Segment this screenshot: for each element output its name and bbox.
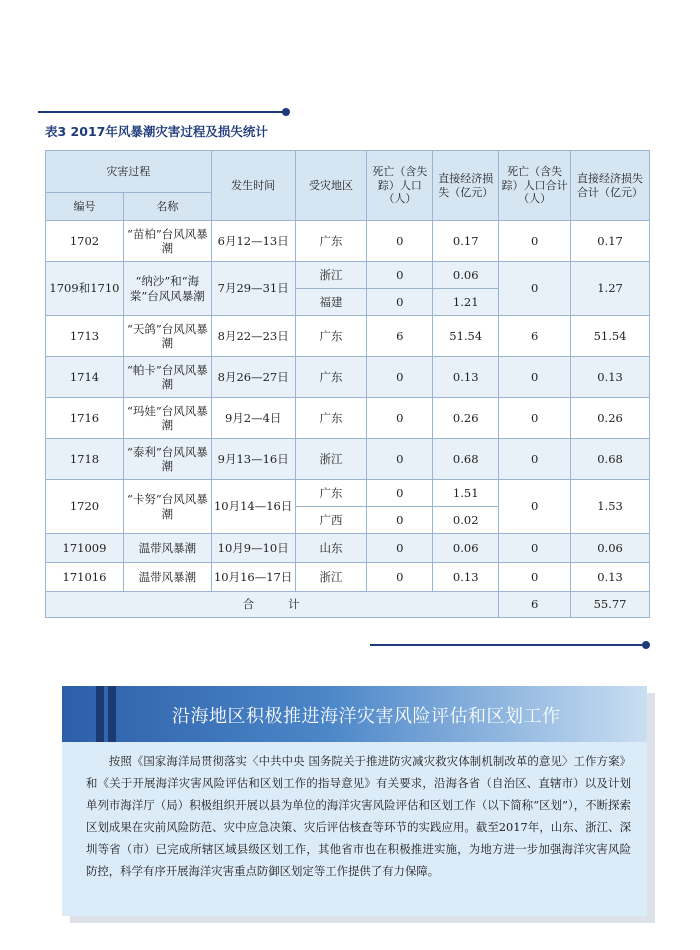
cell-loss-total: 0.68 (571, 439, 650, 480)
cell-number: 1714 (46, 357, 124, 398)
cell-loss: 0.13 (433, 563, 499, 592)
cell-name: “卡努”台风风暴潮 (123, 480, 211, 534)
cell-area: 广东 (295, 316, 367, 357)
cell-area: 广东 (295, 398, 367, 439)
cell-loss-total: 0.17 (571, 221, 650, 262)
total-label: 合计 (46, 592, 499, 618)
cell-time: 6月12—13日 (211, 221, 295, 262)
header-deaths-total: 死亡（含失踪）人口合计（人） (499, 151, 571, 221)
cell-area: 广东 (295, 221, 367, 262)
cell-loss-total: 0.06 (571, 534, 650, 563)
cell-time: 9月13—16日 (211, 439, 295, 480)
cell-number: 1709和1710 (46, 262, 124, 316)
cell-number: 171016 (46, 563, 124, 592)
cell-deaths: 0 (367, 480, 433, 507)
cell-deaths: 0 (367, 221, 433, 262)
header-loss-total: 直接经济损失合计（亿元） (571, 151, 650, 221)
cell-name: “纳沙”和“海棠”台风风暴潮 (123, 262, 211, 316)
info-box-text: 按照《国家海洋局贯彻落实〈中共中央 国务院关于推进防灾减灾救灾体制机制改革的意见〉工作方案》和《关于开展海洋灾害风险评估和区划工作的指导意见》有关要求，沿海各省（自治区、直辖市）以及计划单列市海洋厅（局）积极组织开展以县为单位的海洋灾害风险评估和区划工作（以下简称“区划”），不断探索区划成果在灾前风险防范、灾中应急决策、灾后评估核查等环节的实践应用。截至2017年，山东、浙江、深圳等省（市）已完成所辖区域县级区划工作，其他省市也在积极推进实施，为地方进一步加强海洋灾害风险防控，科学有序开展海洋灾害重点防御区划定等工作提供了有力保障。 (86, 754, 631, 878)
cell-time: 7月29—31日 (211, 262, 295, 316)
bottom-rule (370, 644, 642, 646)
cell-deaths-total: 0 (499, 262, 571, 316)
banner-bar (108, 686, 116, 742)
cell-loss-total: 51.54 (571, 316, 650, 357)
cell-loss: 51.54 (433, 316, 499, 357)
cell-loss-total: 1.27 (571, 262, 650, 316)
cell-deaths: 0 (367, 357, 433, 398)
header-name: 名称 (123, 193, 211, 221)
cell-deaths-total: 0 (499, 480, 571, 534)
info-box-title: 沿海地区积极推进海洋灾害风险评估和区划工作 (172, 706, 561, 727)
cell-deaths: 0 (367, 507, 433, 534)
cell-loss: 0.13 (433, 357, 499, 398)
cell-deaths: 0 (367, 398, 433, 439)
cell-number: 1713 (46, 316, 124, 357)
cell-loss: 1.21 (433, 289, 499, 316)
cell-deaths: 6 (367, 316, 433, 357)
cell-deaths-total: 0 (499, 563, 571, 592)
top-rule-dot (282, 108, 290, 116)
cell-time: 8月22—23日 (211, 316, 295, 357)
cell-area: 山东 (295, 534, 367, 563)
header-process: 灾害过程 (46, 151, 212, 193)
cell-loss-total: 0.26 (571, 398, 650, 439)
cell-name: “天鸽”台风风暴潮 (123, 316, 211, 357)
cell-loss: 0.06 (433, 534, 499, 563)
total-loss: 55.77 (571, 592, 650, 618)
cell-loss-total: 0.13 (571, 563, 650, 592)
cell-time: 10月9—10日 (211, 534, 295, 563)
cell-deaths: 0 (367, 563, 433, 592)
cell-area: 浙江 (295, 262, 367, 289)
top-rule (38, 111, 286, 113)
cell-name: “玛娃”台风风暴潮 (123, 398, 211, 439)
banner-bar (96, 686, 104, 742)
cell-name: 温带风暴潮 (123, 563, 211, 592)
cell-loss-total: 1.53 (571, 480, 650, 534)
cell-loss-total: 0.13 (571, 357, 650, 398)
cell-deaths: 0 (367, 262, 433, 289)
cell-loss: 0.26 (433, 398, 499, 439)
cell-deaths: 0 (367, 439, 433, 480)
info-box (62, 686, 647, 916)
cell-deaths-total: 0 (499, 534, 571, 563)
cell-area: 福建 (295, 289, 367, 316)
cell-area: 广西 (295, 507, 367, 534)
header-number: 编号 (46, 193, 124, 221)
header-loss: 直接经济损失（亿元） (433, 151, 499, 221)
cell-area: 浙江 (295, 439, 367, 480)
cell-number: 171009 (46, 534, 124, 563)
cell-name: 温带风暴潮 (123, 534, 211, 563)
cell-time: 10月16—17日 (211, 563, 295, 592)
cell-name: “泰利”台风风暴潮 (123, 439, 211, 480)
cell-area: 广东 (295, 357, 367, 398)
table-title: 表3 2017年风暴潮灾害过程及损失统计 (45, 124, 268, 139)
total-deaths: 6 (499, 592, 571, 618)
cell-deaths-total: 0 (499, 398, 571, 439)
cell-name: “帕卡”台风风暴潮 (123, 357, 211, 398)
cell-time: 10月14—16日 (211, 480, 295, 534)
cell-loss: 1.51 (433, 480, 499, 507)
cell-area: 浙江 (295, 563, 367, 592)
cell-deaths: 0 (367, 289, 433, 316)
cell-deaths-total: 0 (499, 221, 571, 262)
info-box-banner (62, 686, 647, 742)
bottom-rule-dot (642, 641, 650, 649)
cell-time: 9月2—4日 (211, 398, 295, 439)
cell-deaths-total: 0 (499, 439, 571, 480)
header-time: 发生时间 (211, 151, 295, 221)
cell-area: 广东 (295, 480, 367, 507)
storm-surge-table (45, 150, 650, 618)
cell-deaths: 0 (367, 534, 433, 563)
cell-deaths-total: 6 (499, 316, 571, 357)
header-area: 受灾地区 (295, 151, 367, 221)
header-deaths: 死亡（含失踪）人口（人） (367, 151, 433, 221)
cell-number: 1716 (46, 398, 124, 439)
cell-number: 1720 (46, 480, 124, 534)
cell-name: “苗柏”台风风暴潮 (123, 221, 211, 262)
cell-loss: 0.17 (433, 221, 499, 262)
cell-loss: 0.02 (433, 507, 499, 534)
cell-loss: 0.06 (433, 262, 499, 289)
cell-number: 1718 (46, 439, 124, 480)
cell-loss: 0.68 (433, 439, 499, 480)
cell-time: 8月26—27日 (211, 357, 295, 398)
cell-deaths-total: 0 (499, 357, 571, 398)
cell-number: 1702 (46, 221, 124, 262)
